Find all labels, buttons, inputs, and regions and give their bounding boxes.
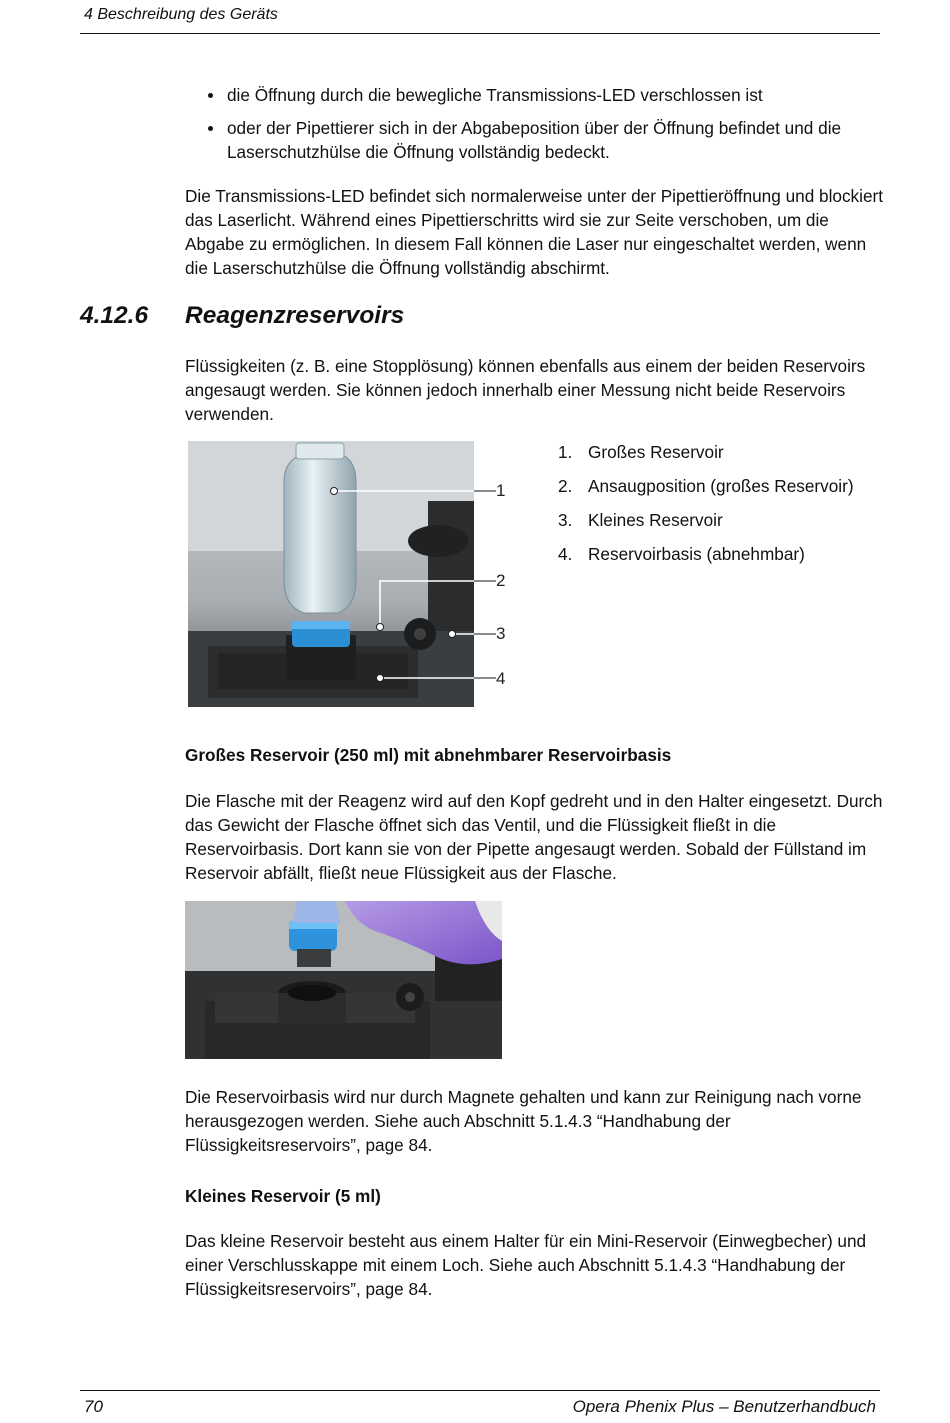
legend-label: Reservoirbasis (abnehmbar)	[588, 544, 805, 564]
callout-1: 1	[496, 481, 506, 500]
legend-label: Kleines Reservoir	[588, 510, 723, 530]
legend-number: 4.	[558, 544, 573, 564]
legend-item	[558, 440, 888, 474]
legend-number: 3.	[558, 510, 573, 530]
reservoir-photo	[188, 441, 474, 707]
condition-bullet-list	[208, 83, 888, 173]
bullet-dot-icon	[208, 93, 213, 98]
figure-legend	[558, 440, 888, 576]
running-header: 4 Beschreibung des Geräts	[84, 6, 278, 23]
footer-manual-title: Opera Phenix Plus – Benutzerhandbuch	[572, 1397, 876, 1416]
legend-item	[558, 508, 888, 542]
legend-label: Ansaugposition (großes Reservoir)	[588, 476, 854, 496]
callout-2: 2	[496, 571, 506, 590]
bullet-dot-icon	[208, 126, 213, 131]
section-title: Reagenzreservoirs	[185, 302, 405, 329]
legend-number: 2.	[558, 476, 573, 496]
legend-item	[558, 542, 888, 576]
paragraph-reservoir-base: Die Reservoirbasis wird nur durch Magnete gehalten und kann zur Reinigung nach vorne herausgezogen werden. Siehe auch Abschnitt 5.1.4.3 “Handhabung der Flüssigkeitsreservoirs”, page 84.	[185, 1087, 862, 1155]
paragraph-small-reservoir: Das kleine Reservoir besteht aus einem Halter für ein Mini-Reservoir (Einwegbecher) und einer Verschlusskappe mit einem Loch. Siehe auch Abschnitt 5.1.4.3 “Handhabung der Flüssigkeitsreservoirs”, page 84.	[185, 1231, 867, 1299]
header-rule	[80, 33, 880, 34]
reservoir-base-photo	[185, 901, 502, 1059]
bullet-text: die Öffnung durch die bewegliche Transmissions-LED verschlossen ist	[227, 85, 763, 105]
callout-4: 4	[496, 669, 506, 688]
callout-3: 3	[496, 624, 506, 643]
paragraph-large-reservoir: Die Flasche mit der Reagenz wird auf den Kopf gedreht und in den Halter eingesetzt. Durch das Gewicht der Flasche öffnet sich das Ventil, und die Flüssigkeit fließt in die Reservoirbasis. Dort kann sie von der Pipette angesaugt werden. Sobald der Füllstand im Reservoir abfällt, fließt neue Flüssigkeit aus der Flasche.	[185, 791, 883, 883]
paragraph-intro: Flüssigkeiten (z. B. eine Stopplösung) können ebenfalls aus einem der beiden Reservoirs angesaugt werden. Sie können jedoch innerhalb einer Messung nicht beide Reservoirs verwenden.	[185, 356, 866, 424]
paragraph-led: Die Transmissions-LED befindet sich normalerweise unter der Pipettieröffnung und blockiert das Laserlicht. Während eines Pipettierschritts wird sie zur Seite verschoben, um die Abgabe zu ermöglichen. In diesem Fall können die Laser nur eingeschaltet werden, wenn die Laserschutzhülse die Öffnung vollständig abschirmt.	[185, 186, 884, 278]
subheading-small-reservoir: Kleines Reservoir (5 ml)	[185, 1186, 381, 1206]
subheading-large-reservoir: Großes Reservoir (250 ml) mit abnehmbarer Reservoirbasis	[185, 745, 672, 765]
page-number: 70	[84, 1397, 103, 1416]
footer-rule	[80, 1390, 880, 1391]
bullet-item	[208, 116, 888, 164]
legend-item	[558, 474, 888, 508]
legend-label: Großes Reservoir	[588, 442, 724, 462]
bullet-item	[208, 83, 888, 107]
bullet-text: oder der Pipettierer sich in der Abgabeposition über der Öffnung befindet und die Laserschutzhülse die Öffnung vollständig bedeckt.	[227, 118, 842, 162]
section-number: 4.12.6	[80, 302, 149, 329]
legend-number: 1.	[558, 442, 573, 462]
